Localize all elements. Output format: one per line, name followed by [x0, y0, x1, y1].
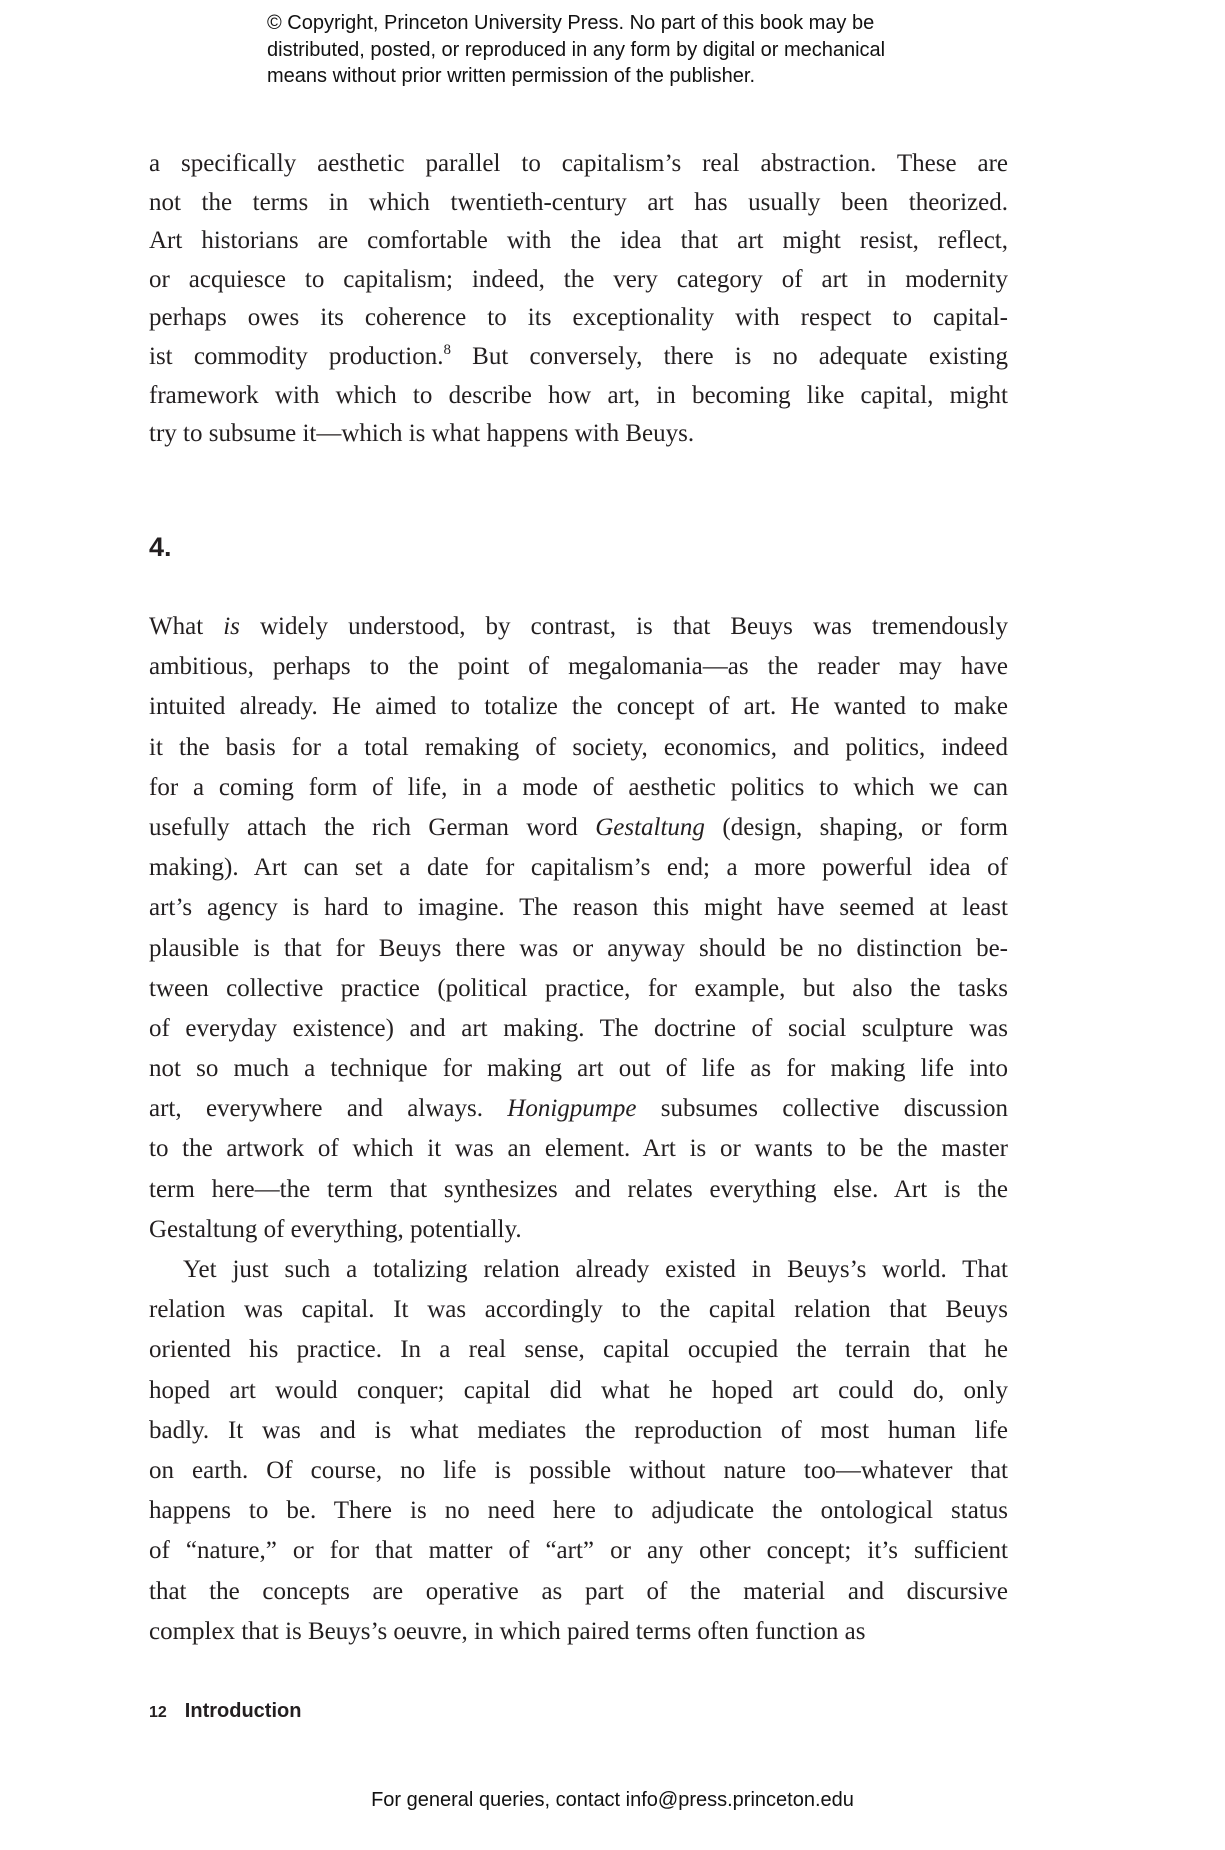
text-segment: What: [149, 613, 224, 640]
text-segment: plausible is that for Beuys there was or anyway should be no distinction be-: [149, 934, 1008, 962]
italic-text: is: [223, 613, 240, 640]
text-line: [149, 299, 1008, 338]
text-segment: not the terms in which twentieth-century art has usually been theorized.: [149, 188, 1008, 216]
text-segment: that the concepts are operative as part of the material and discursive: [149, 1577, 1008, 1605]
text-line: [149, 1089, 1008, 1129]
text-segment: art, everywhere and always.: [149, 1095, 508, 1123]
footer-contact: For general queries, contact info@press.princeton.edu: [371, 1789, 854, 1811]
text-line: [149, 222, 1008, 261]
text-line: [149, 1612, 1008, 1652]
text-segment: it the basis for a total remaking of society, economics, and politics, indeed: [149, 733, 1008, 761]
text-line: [149, 888, 1008, 928]
text-segment: ambitious, perhaps to the point of megalomania—as the reader may have: [149, 653, 1008, 681]
text-segment: But conversely, there is no adequate existing: [450, 342, 1008, 370]
text-segment: oriented his practice. In a real sense, capital occupied the terrain that he: [149, 1336, 1008, 1364]
text-segment: ist commodity production.: [149, 342, 444, 370]
text-segment: of everyday existence) and art making. The doctrine of social sculpture was: [149, 1014, 1008, 1042]
text-segment: tween collective practice (political practice, for example, but also the tasks: [149, 974, 1008, 1002]
text-segment: widely understood, by contrast, is that Beuys was tremendously: [239, 613, 1008, 640]
copyright-notice: [267, 10, 1027, 90]
text-segment: relation was capital. It was accordingly to the capital relation that Beuys: [149, 1296, 1008, 1324]
text-line: [149, 261, 1008, 300]
text-segment: of “nature,” or for that matter of “art” or any other concept; it’s sufficient: [149, 1537, 1008, 1565]
text-segment: subsumes collective discussion: [636, 1095, 1008, 1123]
copyright-line: © Copyright, Princeton University Press. No part of this book may be: [267, 12, 875, 34]
text-line: [149, 1210, 1008, 1250]
copyright-line: distributed, posted, or reproduced in any form by digital or mechanical: [267, 38, 886, 61]
text-segment: framework with which to describe how art, in becoming like capital, might: [149, 381, 1008, 409]
text-line: [149, 1411, 1008, 1451]
text-line: [149, 808, 1008, 848]
page-folio: [149, 1700, 301, 1723]
text-line: [149, 184, 1008, 223]
body-paragraphs: [149, 607, 1008, 1652]
text-line: [149, 1330, 1008, 1370]
text-line: [149, 415, 1008, 454]
text-line: [149, 145, 1008, 184]
text-line: [149, 728, 1008, 768]
page-number: 12: [149, 1704, 167, 1721]
text-line: [149, 1049, 1008, 1089]
text-segment: art’s agency is hard to imagine. The reason this might have seemed at least: [149, 894, 1008, 922]
italic-text: Honigpumpe: [507, 1095, 637, 1123]
text-segment: or acquiesce to capitalism; indeed, the very category of art in modernity: [149, 265, 1008, 293]
text-line: [149, 1290, 1008, 1330]
section-heading: 4.: [149, 532, 172, 562]
text-segment: a specifically aesthetic parallel to capitalism’s real abstraction. These are: [149, 150, 1008, 177]
text-line: [149, 969, 1008, 1009]
text-line: [149, 1491, 1008, 1531]
text-segment: for a coming form of life, in a mode of aesthetic politics to which we can: [149, 773, 1008, 801]
text-line: [149, 1009, 1008, 1049]
italic-text: Gestaltung: [595, 813, 705, 841]
footnote-ref[interactable]: 8: [443, 341, 451, 358]
text-line: [149, 687, 1008, 727]
text-segment: badly. It was and is what mediates the reproduction of most human life: [149, 1416, 1008, 1444]
text-segment: on earth. Of course, no life is possible without nature too—whatever that: [149, 1456, 1008, 1484]
text-line: [149, 338, 1008, 377]
text-segment: happens to be. There is no need here to adjudicate the ontological status: [149, 1497, 1008, 1525]
body-paragraph: [149, 145, 1008, 454]
text-line: [149, 1170, 1008, 1210]
text-line: [149, 1451, 1008, 1491]
text-segment: intuited already. He aimed to totalize the concept of art. He wanted to make: [149, 693, 1008, 721]
text-line: [149, 1371, 1008, 1411]
text-line: [149, 1531, 1008, 1571]
text-line: [149, 1572, 1008, 1612]
text-line: [149, 607, 1008, 647]
text-segment: complex that is Beuys’s oeuvre, in which paired terms often function as: [149, 1617, 866, 1645]
text-segment: Art historians are comfortable with the idea that art might resist, reflect,: [149, 227, 1008, 255]
text-line: [149, 1129, 1008, 1169]
text-line: [149, 768, 1008, 808]
text-segment: usefully attach the rich German word: [149, 813, 596, 841]
text-segment: term here—the term that synthesizes and relates everything else. Art is the: [149, 1175, 1008, 1203]
text-line: [149, 377, 1008, 416]
text-segment: Yet just such a totalizing relation already existed in Beuys’s world. That: [183, 1256, 1008, 1283]
text-segment: not so much a technique for making art out of life as for making life into: [149, 1055, 1008, 1083]
text-segment: to the artwork of which it was an element. Art is or wants to be the master: [149, 1135, 1008, 1163]
text-segment: perhaps owes its coherence to its exceptionality with respect to capital-: [149, 304, 1008, 332]
text-line: [149, 929, 1008, 969]
text-line: [149, 848, 1008, 888]
text-segment: try to subsume it—which is what happens with Beuys.: [149, 420, 695, 448]
text-line: [149, 1250, 1008, 1290]
text-segment: hoped art would conquer; capital did what he hoped art could do, only: [149, 1376, 1008, 1404]
text-segment: Gestaltung of everything, potentially.: [149, 1215, 522, 1243]
copyright-line: means without prior written permission of the publisher.: [267, 65, 756, 87]
text-segment: (design, shaping, or form: [704, 813, 1008, 841]
text-line: [149, 647, 1008, 687]
text-segment: making). Art can set a date for capitalism’s end; a more powerful idea of: [149, 854, 1008, 882]
running-head: Introduction: [184, 1700, 302, 1722]
